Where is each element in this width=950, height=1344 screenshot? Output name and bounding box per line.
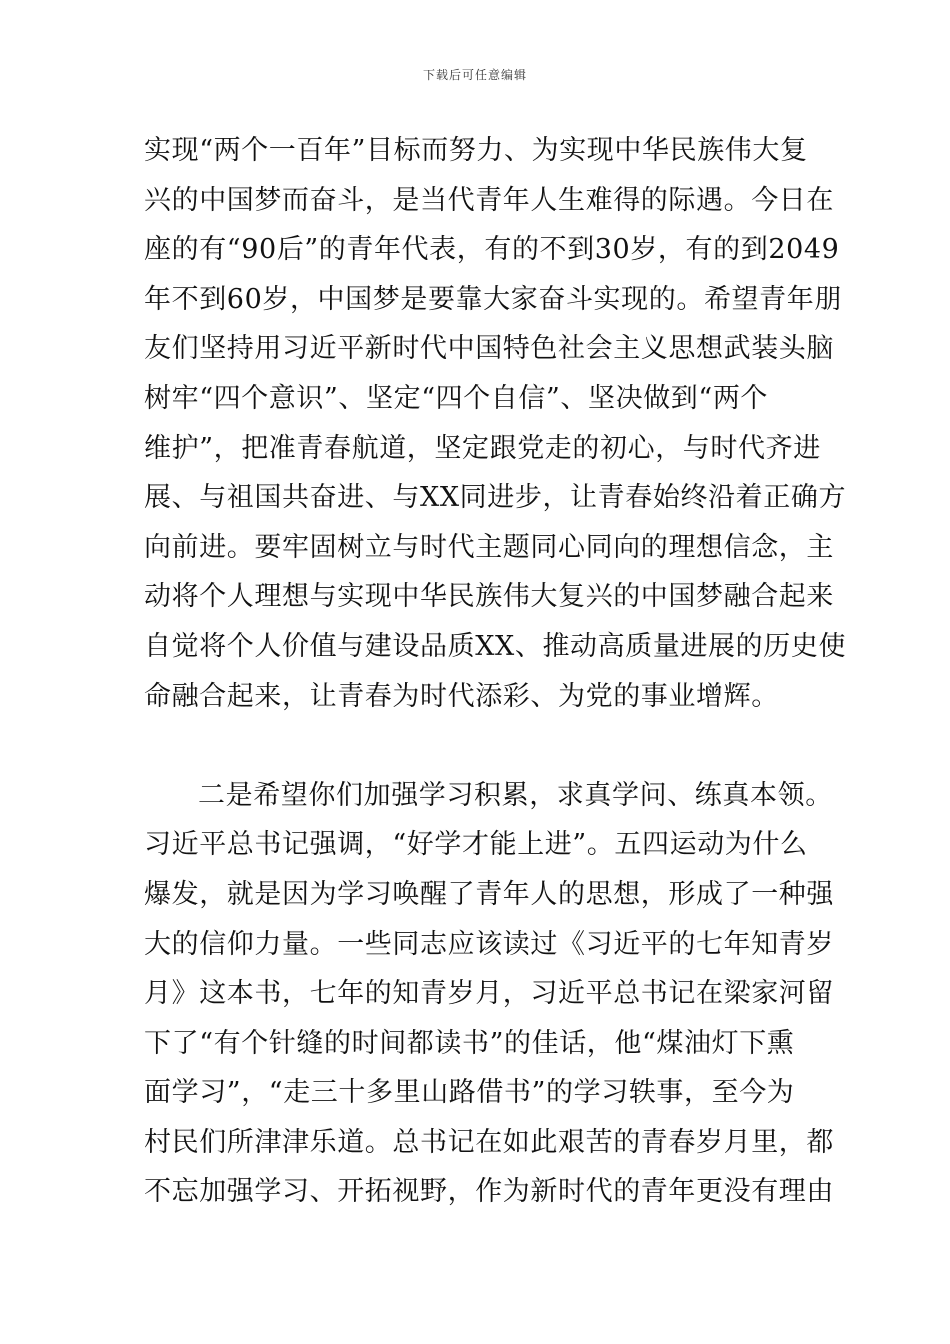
paragraph-line: 兴的中国梦而奋斗，是当代青年人生难得的际遇。今日在 <box>144 184 834 216</box>
paragraph-line: 爆发，就是因为学习唤醒了青年人的思想，形成了一种强 <box>144 878 834 910</box>
paragraph-line: 命融合起来，让青春为时代添彩、为党的事业增辉。 <box>144 680 779 712</box>
paragraph-line: 习近平总书记强调，“好学才能上进”。五四运动为什么 <box>144 829 808 861</box>
paragraph-line: 村民们所津津乐道。总书记在如此艰苦的青春岁月里，都 <box>144 1126 834 1158</box>
paragraph-line: 展、与祖国共奋进、与XX同进步，让青春始终沿着正确方 <box>144 482 847 514</box>
paragraph-line: 面学习”，“走三十多里山路借书”的学习轶事，至今为 <box>144 1077 795 1109</box>
paragraph-line: 大的信仰力量。一些同志应该读过《习近平的七年知青岁 <box>144 928 834 960</box>
paragraph-line: 座的有“90后”的青年代表，有的不到30岁，有的到2049 <box>144 234 840 266</box>
paragraph-line: 友们坚持用习近平新时代中国特色社会主义思想武装头脑 <box>144 333 834 365</box>
page-header: 下载后可任意编辑 <box>422 68 527 82</box>
paragraph-line: 向前进。要牢固树立与时代主题同心同向的理想信念，主 <box>144 531 834 563</box>
paragraph-line: 二是希望你们加强学习积累，求真学问、练真本领。 <box>198 779 833 811</box>
paragraph-line: 月》这本书，七年的知青岁月，习近平总书记在梁家河留 <box>144 978 834 1010</box>
paragraph-line: 下了“有个针缝的时间都读书”的佳话，他“煤油灯下熏 <box>144 1027 795 1059</box>
paragraph-line: 动将个人理想与实现中华民族伟大复兴的中国梦融合起来 <box>144 581 834 613</box>
document-body <box>144 126 847 1217</box>
paragraph-line: 树牢“四个意识”、坚定“四个自信”、坚决做到“两个 <box>144 382 769 414</box>
paragraph-line: 自觉将个人价值与建设品质XX、推动高质量进展的历史使 <box>144 630 847 662</box>
paragraph-2 <box>144 771 834 1217</box>
paragraph-spacer <box>144 721 814 771</box>
paragraph-line: 年不到60岁，中国梦是要靠大家奋斗实现的。希望青年朋 <box>144 283 842 315</box>
paragraph-1 <box>144 126 847 721</box>
paragraph-line: 不忘加强学习、开拓视野，作为新时代的青年更没有理由 <box>144 1176 834 1208</box>
paragraph-line: 维护”，把准青春航道，坚定跟党走的初心，与时代齐进 <box>144 432 821 464</box>
paragraph-line: 实现“两个一百年”目标而努力、为实现中华民族伟大复 <box>144 135 808 166</box>
